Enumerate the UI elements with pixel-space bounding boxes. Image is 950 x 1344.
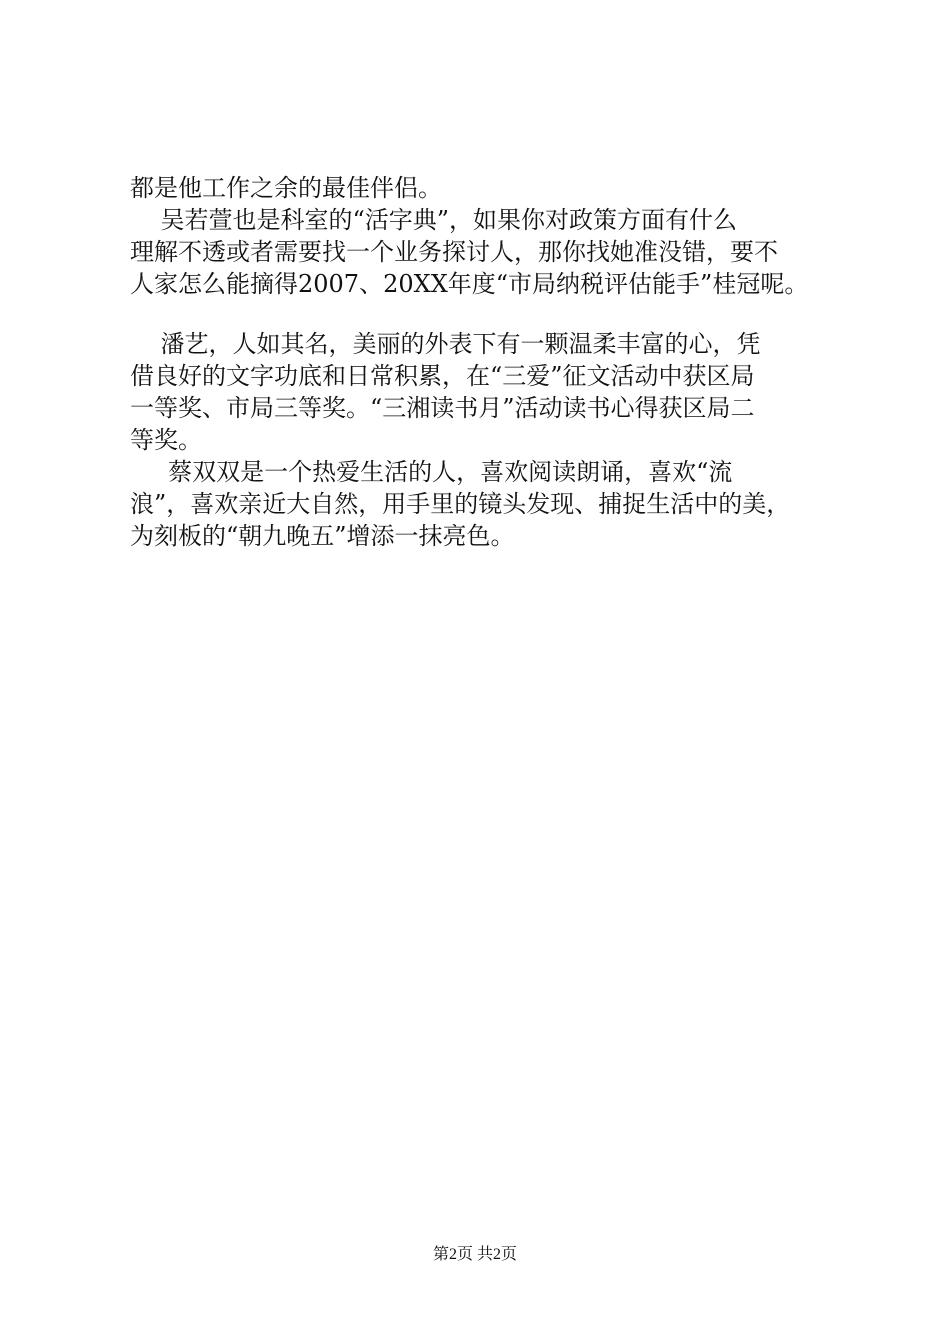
paragraph-2-line-2: 理解不透或者需要找一个业务探讨人，那你找她准没错，要不 xyxy=(130,238,778,266)
paragraph-2-line-3: 人家怎么能摘得2007、20XX年度“市局纳税评估能手”桂冠呢。 xyxy=(130,270,809,298)
paragraph-4-line-2: 浪”，喜欢亲近大自然，用手里的镜头发现、捕捉生活中的美， xyxy=(130,490,791,518)
paragraph-1-line-1: 都是他工作之余的最佳伴侣。 xyxy=(130,174,442,202)
page-number-footer: 第2页 共2页 xyxy=(432,1246,517,1263)
paragraph-4-line-1: 蔡双双是一个热爱生活的人，喜欢阅读朗诵，喜欢“流 xyxy=(130,458,733,486)
paragraph-2-line-1: 吴若萱也是科室的“活字典”，如果你对政策方面有什么 xyxy=(130,206,738,234)
paragraph-3-line-4: 等奖。 xyxy=(130,426,202,454)
paragraph-3-line-2: 借良好的文字功底和日常积累，在“三爱”征文活动中获区局 xyxy=(130,362,755,390)
paragraph-3-line-1: 潘艺，人如其名，美丽的外表下有一颗温柔丰富的心，凭 xyxy=(130,330,761,358)
paragraph-4-line-3: 为刻板的“朝九晚五”增添一抹亮色。 xyxy=(130,522,515,550)
paragraph-3-line-3: 一等奖、市局三等奖。“三湘读书月”活动读书心得获区局二 xyxy=(130,394,755,422)
